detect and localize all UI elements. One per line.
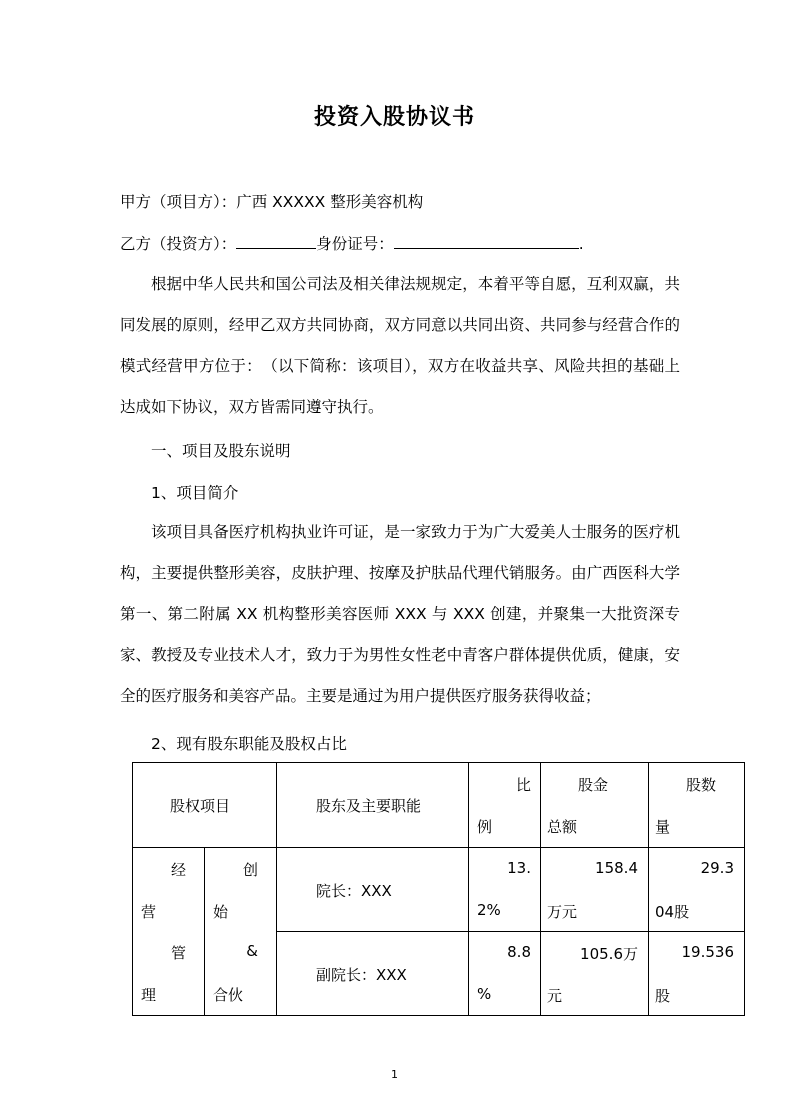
equity-table (132, 762, 745, 1016)
subsection-heading-2: 2、现有股东职能及股权占比 (151, 735, 347, 753)
shares-cell: 19.536 股 (649, 932, 745, 1016)
section-heading: 一、项目及股东说明 (151, 442, 291, 460)
ratio-cell: 8.8 % (469, 932, 541, 1016)
header-shareholder: 股东及主要职能 (277, 763, 469, 848)
header-shares: 股数 量 (649, 763, 745, 848)
table-row (133, 848, 745, 932)
id-label: 身份证号： (316, 235, 394, 253)
party-a-line: 甲方（项目方）：广西 XXXXX 整形美容机构 (120, 193, 424, 211)
header-capital: 股金 总额 (541, 763, 649, 848)
party-b-line (120, 232, 584, 254)
investor-name-blank[interactable] (236, 232, 316, 249)
group-cell-management: 经 营 管 理 (133, 848, 205, 1016)
shareholder-cell: 副院长：XXX (277, 932, 469, 1016)
id-end: . (578, 235, 584, 253)
page-number: 1 (391, 1068, 398, 1081)
capital-cell: 158.4 万元 (541, 848, 649, 932)
group-cell-founder: 创 始 & 合伙 (205, 848, 277, 1016)
intro-paragraph: 根据中华人民共和国公司法及相关律法规规定，本着平等自愿，互利双赢，共同发展的原则，经甲乙双方共同协商，双方同意以共同出资、共同参与经营合作的模式经营甲方位于： （以下简称：该项目），双方在收益共享、风险共担的基础上达成如下协议，双方皆需同遵守执行。 (120, 275, 680, 416)
shareholder-cell: 院长：XXX (277, 848, 469, 932)
project-paragraph: 该项目具备医疗机构执业许可证，是一家致力于为广大爱美人士服务的医疗机构，主要提供整形美容，皮肤护理、按摩及护肤品代理代销服务。由广西医科大学第一、第二附属 XX 机构整形美容医师 XXX 与 XXX 创建，并聚集一大批资深专家、教授及专业技术人才，致力于为男性女性老中青客户群体提供优质，健康，安全的医疗服务和美容产品。主要是通过为用户提供医疗服务获得收益； (120, 523, 680, 705)
subsection-heading-1: 1、项目简介 (151, 484, 239, 502)
ratio-cell: 13. 2% (469, 848, 541, 932)
header-ratio: 比 例 (469, 763, 541, 848)
id-number-blank[interactable] (394, 232, 579, 249)
capital-cell: 105.6万 元 (541, 932, 649, 1016)
shares-cell: 29.3 04股 (649, 848, 745, 932)
document-title: 投资入股协议书 (313, 104, 475, 130)
party-b-label: 乙方（投资方）： (120, 235, 237, 253)
header-equity-item: 股权项目 (133, 763, 277, 848)
table-header-row (133, 763, 745, 848)
